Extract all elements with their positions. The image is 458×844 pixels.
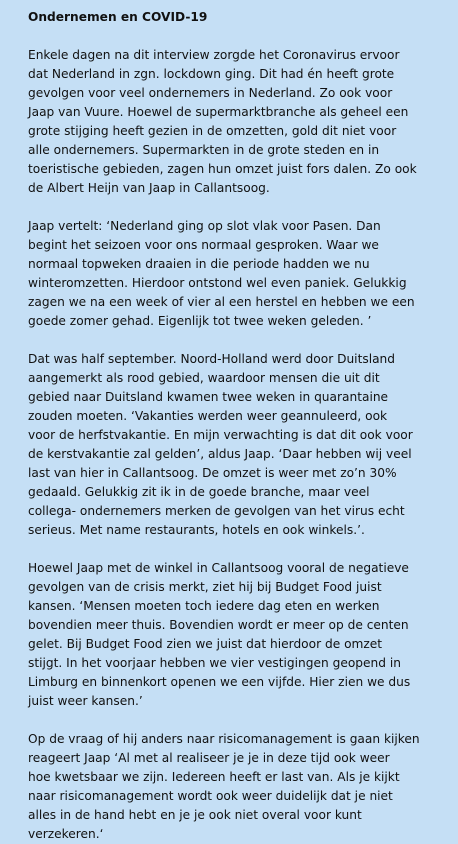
text-line: toeristische gebieden, zagen hun omzet juist fors dalen. Zo ook: [28, 162, 417, 176]
text-line: last van hier in Callantsoog. De omzet is weer met zo’n 30%: [28, 466, 397, 480]
text-line: naar risicomanagement wordt ook weer duidelijk dat je niet: [28, 789, 393, 803]
text-line: gelet. Bij Budget Food zien we juist dat hierdoor de omzet: [28, 637, 383, 651]
text-line: hoe kwetsbaar we zijn. Iedereen heeft er last van. Als je kijkt: [28, 770, 400, 784]
text-line: reageert Jaap ‘Al met al realiseer je je in deze tijd ook weer: [28, 751, 390, 765]
text-line: gevolgen van de crisis merkt, ziet hij bij Budget Food juist: [28, 580, 382, 594]
text-line: zouden moeten. ‘Vakanties werden weer geannuleerd, ook: [28, 409, 388, 423]
text-line: Op de vraag of hij anders naar risicomanagement is gaan kijken: [28, 732, 420, 746]
text-line: gebied naar Duitsland kwamen twee weken in quarantaine: [28, 390, 389, 404]
paragraph: [28, 559, 446, 711]
text-line: goede zomer gehad. Eigenlijk tot twee weken geleden. ’: [28, 314, 372, 328]
text-line: winteromzetten. Hierdoor ontstond wel even paniek. Gelukkig: [28, 276, 407, 290]
paragraph: [28, 217, 446, 331]
text-line: gevolgen voor veel ondernemers in Nederland. Zo ook voor: [28, 86, 393, 100]
article-title: Ondernemen en COVID-19: [28, 10, 208, 24]
text-line: Jaap van Vuure. Hoewel de supermarktbranche als geheel een: [28, 105, 409, 119]
text-line: grote stijging heeft gezien in de omzetten, gold dit niet voor: [28, 124, 397, 138]
text-line: begint het seizoen voor ons normaal gesproken. Waar we: [28, 238, 379, 252]
text-line: serieus. Met name restaurants, hotels en ook winkels.’.: [28, 523, 365, 537]
text-line: alles in de hand hebt en je je ook niet overal voor kunt: [28, 808, 362, 822]
text-line: Enkele dagen na dit interview zorgde het Coronavirus ervoor: [28, 48, 400, 62]
text-line: Hoewel Jaap met de winkel in Callantsoog vooral de negatieve: [28, 561, 409, 575]
text-line: Limburg en binnenkort openen we een vijfde. Hier zien we dus: [28, 675, 411, 689]
text-line: Jaap vertelt: ‘Nederland ging op slot vlak voor Pasen. Dan: [28, 219, 381, 233]
paragraph: [28, 46, 446, 198]
text-line: aangemerkt als rood gebied, waardoor mensen die uit dit: [28, 371, 380, 385]
text-line: juist weer kansen.’: [28, 694, 143, 708]
text-line: stijgt. In het voorjaar hebben we vier vestigingen geopend in: [28, 656, 401, 670]
text-line: dat Nederland in zgn. lockdown ging. Dit had én heeft grote: [28, 67, 395, 81]
text-line: collega- ondernemers merken de gevolgen van het virus echt: [28, 504, 405, 518]
text-line: alle ondernemers. Supermarkten in de grote steden en in: [28, 143, 380, 157]
text-line: verzekeren.‘: [28, 827, 104, 841]
text-line: de kerstvakantie zal gelden’, aldus Jaap. ‘Daar hebben wij veel: [28, 447, 412, 461]
text-line: de Albert Heijn van Jaap in Callantsoog.: [28, 181, 270, 195]
paragraph: [28, 730, 446, 844]
text-line: kansen. ‘Mensen moeten toch iedere dag eten en werken: [28, 599, 380, 613]
text-line: zagen we na een week of vier al een herstel en hebben we een: [28, 295, 415, 309]
article-body: [28, 46, 446, 844]
text-line: gedaald. Gelukkig zit ik in de goede branche, maar veel: [28, 485, 370, 499]
text-line: normaal topweken draaien in die periode hadden we nu: [28, 257, 370, 271]
text-line: bovendien meer thuis. Bovendien wordt er meer op de centen: [28, 618, 409, 632]
text-line: Dat was half september. Noord-Holland werd door Duitsland: [28, 352, 396, 366]
paragraph: [28, 350, 446, 540]
text-line: voor de herfstvakantie. En mijn verwachting is dat dit ook voor: [28, 428, 413, 442]
